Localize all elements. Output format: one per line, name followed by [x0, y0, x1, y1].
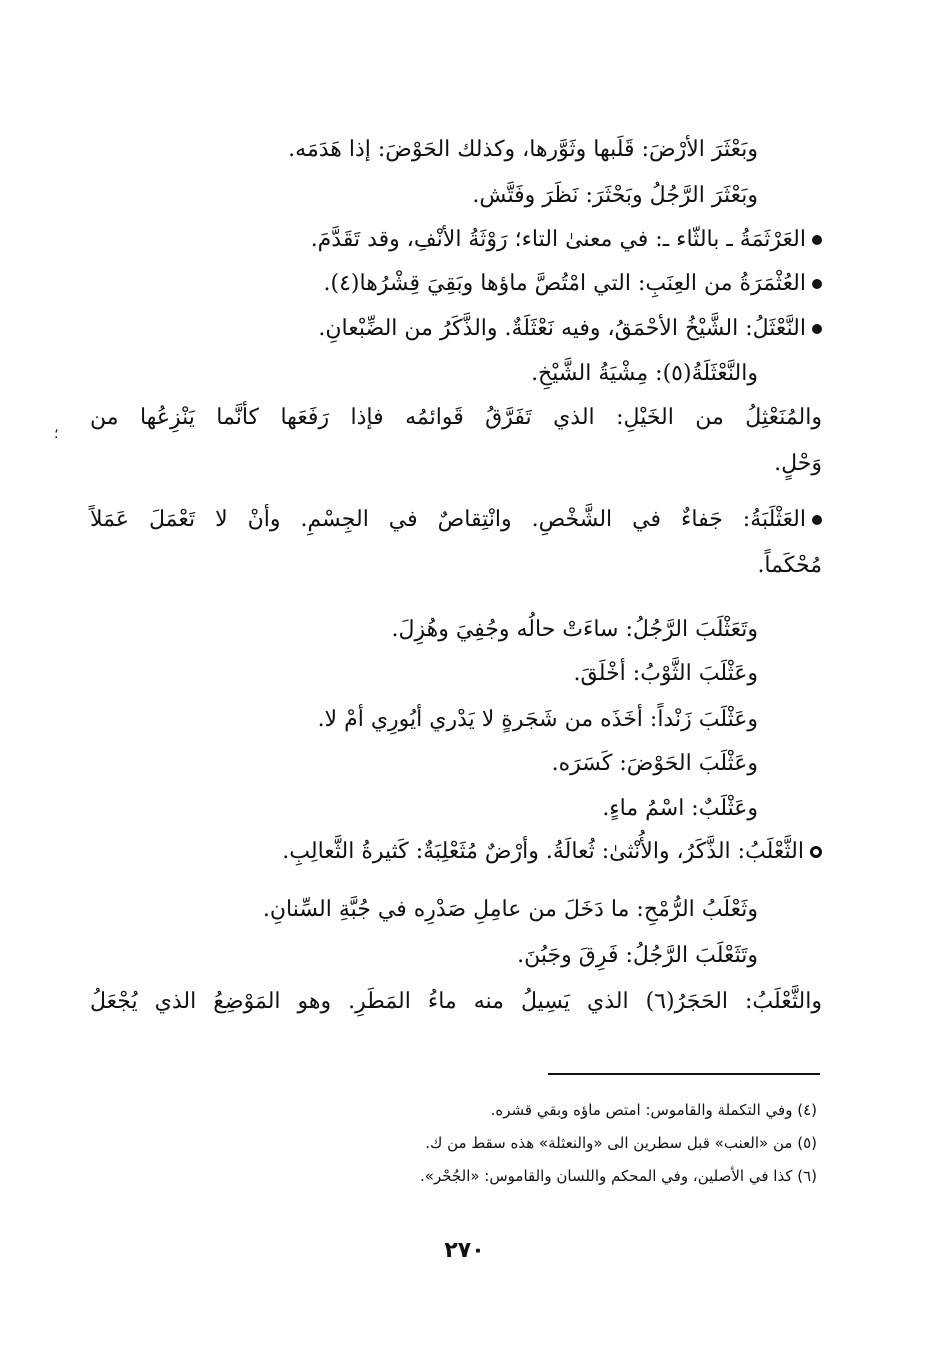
- entry-line: النَّعْثَلُ: الشَّيْخُ الأحْمَقُ، وفيه نَعْثَلَةٌ. والذَّكَرُ من الضِّبْعانِ.: [318, 311, 822, 347]
- text-line: والثَّعْلَبُ: الحَجَرُ(٦) الذي يَسِيلُ منه ماءُ المَطَرِ. وهو المَوْضِعُ الذي يُجْعَلُ: [90, 989, 822, 1014]
- bullet-icon: [812, 324, 822, 334]
- entry-line: العُثْمَرَةُ من العِنَبِ: التي امْتُصَّ ماؤها وبَقِيَ قِشْرُها(٤).: [324, 266, 823, 302]
- text-line: وَحْلٍ.: [774, 451, 822, 476]
- text-line: والنَّعْثَلَةُ(٥): مِشْيَةُ الشَّيْخِ.: [531, 361, 758, 386]
- entry-line: العَثْلَبَةُ: جَفاءٌ في الشَّخْصِ. وانْتِقاصٌ في الجِسْمِ. وأنْ لا تَعْمَلَ عَمَلاً: [90, 502, 822, 538]
- text-line: وبَعْثَرَ الرَّجُلُ وبَحْثَرَ: نَظَرَ وفَتَّش.: [472, 183, 758, 208]
- ring-bullet-icon: [810, 846, 822, 858]
- entry-line: الثَّعْلَبُ: الذَّكَرُ، والأُنْثىٰ: ثُعالَةُ. وأرْضٌ مُثَعْلِبَةٌ: كَثيرةُ الثَّعالِبِ.: [282, 834, 822, 870]
- text-line: وبَعْثَرَ الأرْضَ: قَلَبها وثَوَّرها، وكذلك الحَوْضَ: إذا هَدَمَه.: [288, 137, 758, 162]
- bullet-icon: [812, 515, 822, 525]
- footnote: (٦) كذا في الأصلين، وفي المحكم واللسان والقاموس: «الجُحْر».: [420, 1167, 817, 1185]
- bullet-icon: [812, 235, 822, 245]
- text-line: وتَثَعْلَبَ الرَّجُلُ: فَرِقَ وجَبُنَ.: [517, 943, 758, 968]
- entry-line: العَرْثَمَةُ ـ بالثّاء ـ: في معنىٰ التاء؛ رَوْثَةُ الأنْفِ، وقد تَقَدَّمَ.: [311, 222, 822, 258]
- page-number: ٢٧٠: [444, 1238, 485, 1263]
- margin-mark: ؛: [54, 426, 59, 442]
- text-line: وعَثْلَبَ الحَوْضَ: كَسَرَه.: [551, 751, 758, 776]
- text-line: مُحْكَماً.: [757, 553, 822, 578]
- footnote-divider: [548, 1073, 820, 1075]
- text-line: وعَثْلَبَ الثَّوْبُ: أخْلَقَ.: [573, 661, 758, 686]
- text-line: وتَعَثْلَبَ الرَّجُلُ: ساءَتْ حالُه وجُفِيَ وهُزِلَ.: [391, 617, 758, 642]
- text-line: وعَثْلَبٌ: اسْمُ ماءٍ.: [602, 796, 758, 821]
- bullet-icon: [812, 279, 822, 289]
- footnote: (٤) وفي التكملة والقاموس: امتص ماؤه وبقي قشره.: [490, 1101, 817, 1119]
- footnote: (٥) من «العنب» قبل سطرين الى «والنعثلة» هذه سقط من ك.: [425, 1134, 817, 1152]
- text-line: والمُنَعْثِلُ من الخَيْلِ: الذي تَفَرَّقُ قَوائمُه فإذا رَفَعَها كأنَّما يَنْزِعُها من: [90, 405, 822, 430]
- text-line: وعَثْلَبَ زَنْداً: أخَذَه من شَجَرةٍ لا يَدْري أيُورِي أمْ لا.: [317, 707, 758, 732]
- text-line: وثَعْلَبُ الرُّمْحِ: ما دَخَلَ من عامِلِ صَدْرِه في جُبَّةِ السِّنانِ.: [262, 897, 758, 922]
